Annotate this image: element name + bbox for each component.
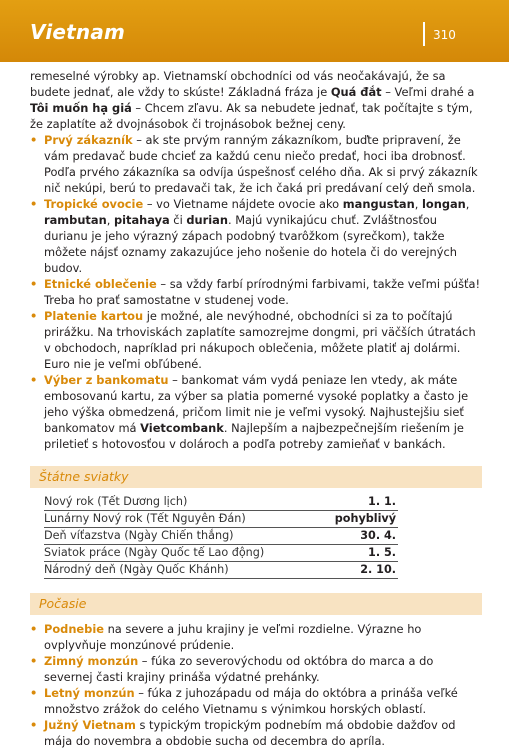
bullet-icon: •: [30, 686, 38, 700]
bullet-icon: •: [30, 133, 38, 147]
text-run: ,: [106, 213, 114, 227]
table-row: [44, 528, 398, 545]
page-content: [30, 68, 482, 749]
highlight-term: Tropické ovocie: [44, 197, 144, 211]
highlight-term: Prvý zákazník: [44, 133, 133, 147]
bullet-icon: •: [30, 654, 38, 668]
section-heading-weather: Počasie: [30, 593, 482, 615]
list-item: [30, 308, 482, 372]
weather-list: [30, 621, 482, 749]
list-item: [30, 621, 482, 653]
list-item: [30, 196, 482, 276]
highlight-term: Etnické oblečenie: [44, 277, 157, 291]
text-run: – fúka z juhozápadu od mája do októbra a prináša veľké množstvo zrážok do celého Vietnamu s výnimkou horských oblastí.: [44, 686, 458, 716]
list-item: [30, 132, 482, 196]
highlight-term: Podnebie: [44, 622, 104, 636]
list-item: [30, 372, 482, 452]
highlight-term: Južný Vietnam: [44, 718, 136, 732]
holiday-name: Lunárny Nový rok (Tết Nguyên Đán): [44, 511, 320, 528]
section-heading-holidays: Štátne sviatky: [30, 466, 482, 488]
bold-term: Quá đắt: [330, 85, 382, 99]
list-item: [30, 717, 482, 749]
highlight-term: Platenie kartou: [44, 309, 144, 323]
bullet-icon: •: [30, 718, 38, 732]
text-run: ,: [414, 197, 422, 211]
text-run: – Chcem zľavu. Ak sa nebudete jednať, tak počítajte s tým, že zaplatíte až dvojnásobok či trojnásobok bežnej ceny.: [30, 101, 473, 131]
holiday-date: 1. 5.: [320, 545, 398, 562]
chapter-title: Vietnam: [30, 20, 126, 44]
bold-term: mangustan: [342, 197, 415, 211]
holiday-name: Sviatok práce (Ngày Quốc tế Lao động): [44, 545, 320, 562]
text-run: či: [169, 213, 187, 227]
holiday-date: 2. 10.: [320, 562, 398, 579]
text-run: . Najlepším a najbezpečnejším riešením je priletieť s hotovosťou v dolároch a podľa potreby zamieňať v bankách.: [44, 421, 464, 451]
text-run: – bankomat vám vydá peniaze len vtedy, ak máte embosovanú kartu, za výber sa platia pomerné vysoké poplatky a často je jeho výška obmedzená, pričom limit nie je veľmi vysoký. Najhustejšiu sieť bankomatov má: [44, 373, 469, 435]
text-run: – sa vždy farbí prírodnými farbivami, takže veľmi púšťa! Treba ho prať samostatne v studenej vode.: [44, 277, 481, 307]
holiday-date: 30. 4.: [320, 528, 398, 545]
intro-paragraph: [30, 68, 482, 132]
text-run: – vo Vietname nájdete ovocie ako: [143, 197, 343, 211]
holiday-date: pohyblivý: [320, 511, 398, 528]
highlight-term: Zimný monzún: [44, 654, 139, 668]
holidays-table: [44, 494, 398, 579]
list-item: [30, 685, 482, 717]
list-item: [30, 276, 482, 308]
bold-term: pitahaya: [113, 213, 170, 227]
bullet-icon: •: [30, 197, 38, 211]
text-run: . Majú vynikajúcu chuť. Zvláštnosťou durianu je jeho výrazný zápach podobný tvarôžkom (syrečkom), takže môžete nájsť oznamy zakazujúce jeho nošenie do hotela či do verejných budov.: [44, 213, 457, 275]
bold-term: durian: [186, 213, 228, 227]
text-run: na severe a juhu krajiny je veľmi rozdielne. Výrazne ho ovplyvňuje monzúnové prúdenie.: [44, 622, 422, 652]
table-row: [44, 562, 398, 579]
highlight-term: Výber z bankomatu: [44, 373, 169, 387]
list-item: [30, 653, 482, 685]
bullet-icon: •: [30, 277, 38, 291]
bullet-icon: •: [30, 309, 38, 323]
holiday-date: 1. 1.: [320, 494, 398, 511]
bullet-icon: •: [30, 622, 38, 636]
holiday-name: Nový rok (Tết Dương lịch): [44, 494, 320, 511]
bold-term: Vietcombank: [140, 421, 224, 435]
table-row: [44, 545, 398, 562]
text-run: remeselné výrobky ap. Vietnamskí obchodníci od vás neočakávajú, že sa budete jednať, ale vždy to skúste! Základná fráza je: [30, 69, 446, 99]
holiday-name: Národný deň (Ngày Quốc Khánh): [44, 562, 320, 579]
text-run: – fúka zo severovýchodu od októbra do marca a do severnej časti krajiny prináša výdatné prehánky.: [44, 654, 434, 684]
bold-term: longan: [421, 197, 466, 211]
text-run: – ak ste prvým ranným zákazníkom, buďte pripravení, že vám predavač bude chcieť za každú cenu niečo predať, hoci iba drobnosť. Podľa prvého zákazníka sa odvíja úspešnosť celého dňa. Ak si prvý zákazník nič nekúpi, berú to predavači tak, že ich čaká pri predávaní celý deň smola.: [44, 133, 478, 195]
highlight-term: Letný monzún: [44, 686, 135, 700]
text-run: je možné, ale nevýhodné, obchodníci si za to počítajú prirážku. Na trhoviskách zaplatíte samozrejme dongmi, pri väčších útratách v obchodoch, napríklad pri nákupoch oblečenia, môžete platiť aj dolármi. Euro nie je veľmi obľúbené.: [44, 309, 476, 371]
text-run: ,: [465, 197, 470, 211]
shopping-tips-list: [30, 132, 482, 452]
text-run: – Veľmi drahé a: [381, 85, 475, 99]
bullet-icon: •: [30, 373, 38, 387]
page-number: 310: [433, 28, 456, 42]
bold-term: rambutan: [44, 213, 107, 227]
header-divider: [423, 22, 425, 46]
text-run: s typickým tropickým podnebím má obdobie dažďov od mája do novembra a obdobie sucha od decembra do apríla.: [44, 718, 456, 748]
bold-term: Tôi muốn hạ giá: [30, 101, 132, 115]
holiday-name: Deň víťazstva (Ngày Chiến thắng): [44, 528, 320, 545]
table-row: [44, 494, 398, 511]
page-header: [0, 0, 509, 62]
table-row: [44, 511, 398, 528]
